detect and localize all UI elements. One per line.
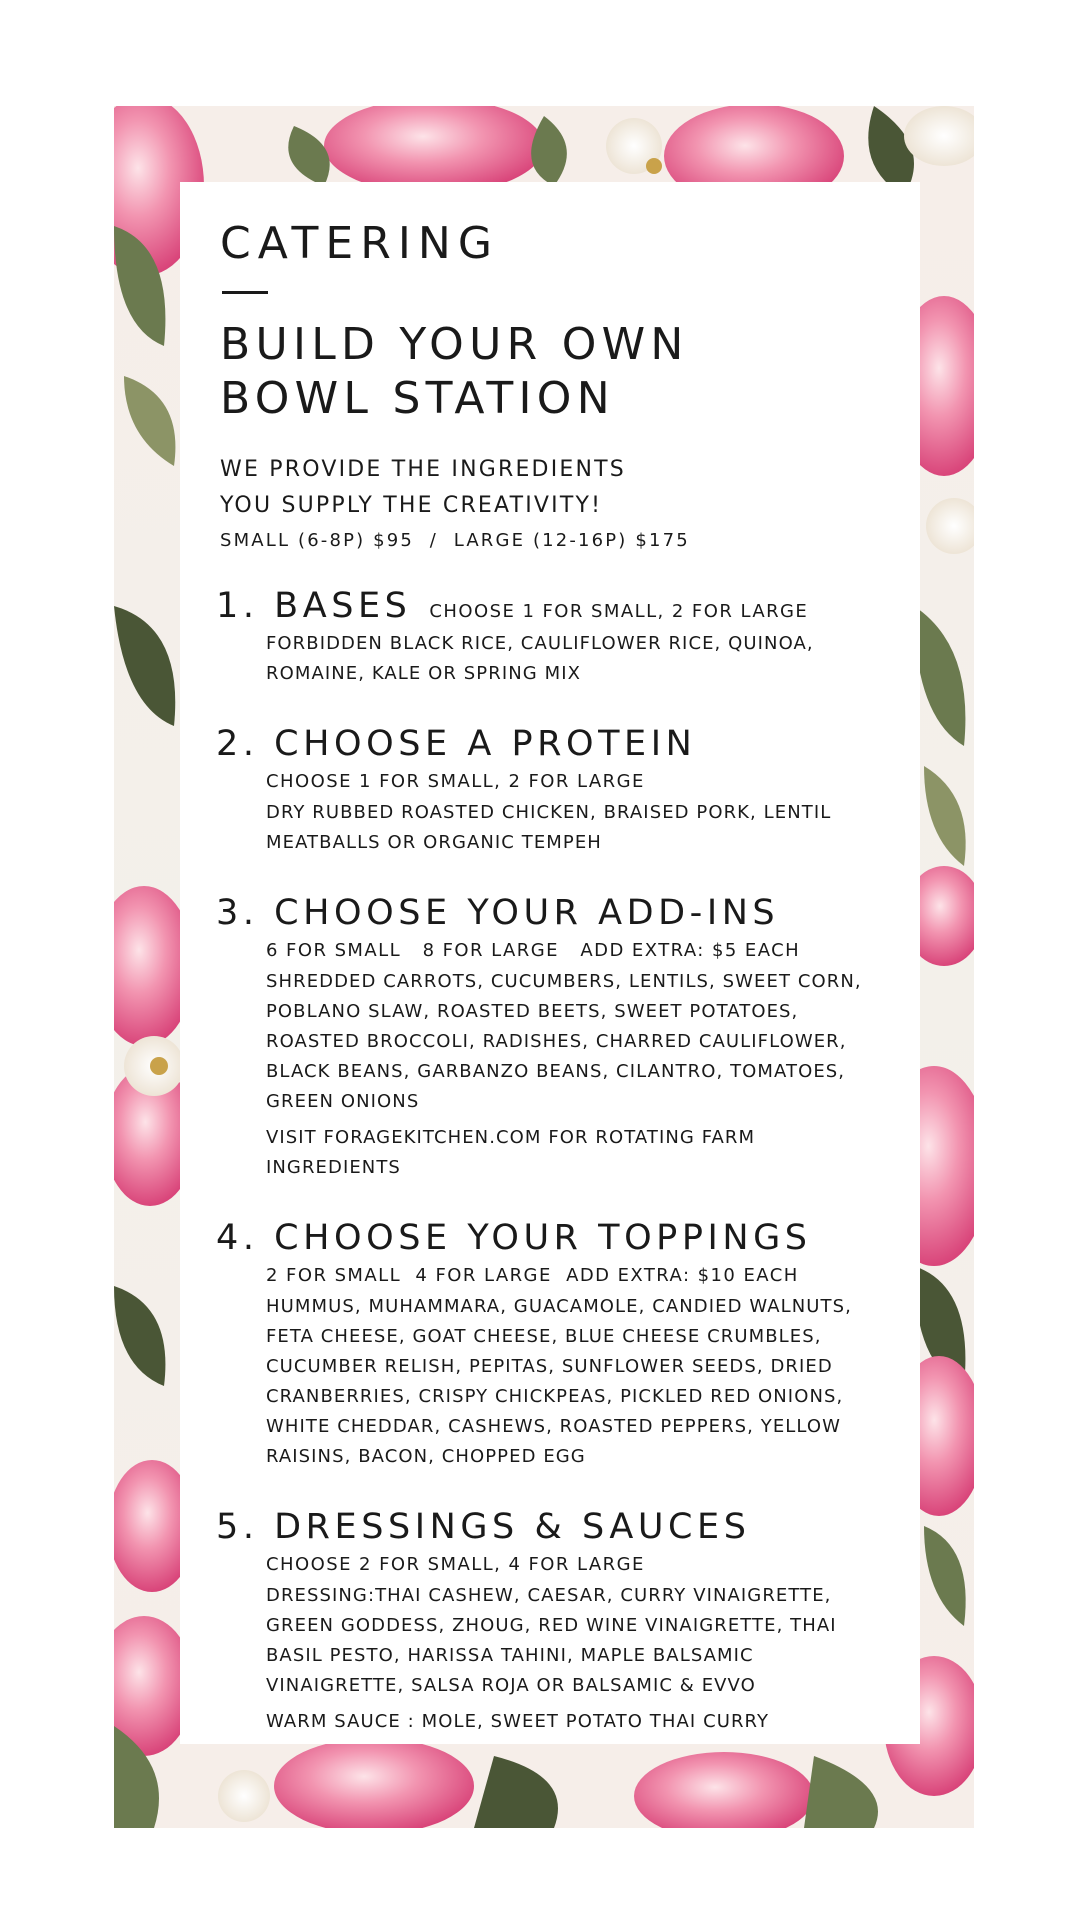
section-items: HUMMUS, MUHAMMARA, GUACAMOLE, CANDIED WALNUTS, FETA CHEESE, GOAT CHEESE, BLUE CHEESE CRUMBLES, CUCUMBER RELISH, PEPITAS, SUNFLOWER SEEDS, DRIED CRANBERRIES, CRISPY CHICKPEAS, PICKLED RED ONIONS, WHITE CHEDDAR, CASHEWS, ROASTED PEPPERS, YELLOW RAISINS, BACON, CHOPPED EGG: [266, 1295, 852, 1467]
section-extra: VISIT FORAGEKITCHEN.COM FOR ROTATING FARM INGREDIENTS: [266, 1126, 756, 1178]
section-title: 5. DRESSINGS & SAUCES: [216, 1506, 751, 1547]
title-divider: [222, 291, 268, 294]
menu-card: [180, 182, 920, 1744]
section-body: [266, 771, 884, 858]
section-note: CHOOSE 2 FOR SMALL, 4 FOR LARGE: [266, 1553, 645, 1575]
section-body: [266, 940, 884, 1183]
section-body: [266, 1265, 884, 1472]
section-items: DRY RUBBED ROASTED CHICKEN, BRAISED PORK, LENTIL MEATBALLS OR ORGANIC TEMPEH: [266, 801, 832, 853]
section-header: [216, 892, 884, 934]
section-body: [266, 629, 884, 689]
section-add-ins: [216, 892, 884, 1183]
section-header: [216, 585, 884, 627]
pricing-line: SMALL (6-8P) $95 / LARGE (12-16P) $175: [220, 529, 690, 551]
intro-text: [220, 452, 884, 524]
section-title: 3. CHOOSE YOUR ADD-INS: [216, 892, 780, 933]
section-protein: [216, 723, 884, 858]
section-title: 2. CHOOSE A PROTEIN: [216, 723, 697, 764]
section-extra: WARM SAUCE : MOLE, SWEET POTATO THAI CURRY: [266, 1710, 770, 1732]
page-title: [220, 318, 884, 426]
section-body: [266, 1554, 884, 1737]
section-note: 6 FOR SMALL 8 FOR LARGE ADD EXTRA: $5 EACH: [266, 939, 801, 961]
section-items: FORBIDDEN BLACK RICE, CAULIFLOWER RICE, QUINOA, ROMAINE, KALE OR SPRING MIX: [266, 632, 814, 684]
title-line-1: BUILD YOUR OWN: [220, 318, 689, 370]
intro-line-2: YOU SUPPLY THE CREATIVITY!: [220, 492, 603, 518]
section-note: 2 FOR SMALL 4 FOR LARGE ADD EXTRA: $10 EACH: [266, 1264, 799, 1286]
title-line-2: BOWL STATION: [220, 372, 615, 424]
section-header: [216, 1506, 884, 1548]
section-items: SHREDDED CARROTS, CUCUMBERS, LENTILS, SWEET CORN, POBLANO SLAW, ROASTED BEETS, SWEET POTATOES, ROASTED BROCCOLI, RADISHES, CHARRED CAULIFLOWER, BLACK BEANS, GARBANZO BEANS, CILANTRO, TOMATOES, GREEN ONIONS: [266, 970, 862, 1112]
section-note: CHOOSE 1 FOR SMALL, 2 FOR LARGE: [429, 600, 809, 622]
section-toppings: [216, 1217, 884, 1472]
intro-line-1: WE PROVIDE THE INGREDIENTS: [220, 456, 626, 482]
section-bases: [216, 585, 884, 689]
section-dressings: [216, 1506, 884, 1737]
section-note: CHOOSE 1 FOR SMALL, 2 FOR LARGE: [266, 770, 645, 792]
section-title: 4. CHOOSE YOUR TOPPINGS: [216, 1217, 812, 1258]
section-title: 1. BASES: [216, 585, 412, 626]
catering-heading: CATERING: [220, 218, 499, 269]
section-header: [216, 1217, 884, 1259]
section-header: [216, 723, 884, 765]
section-items: DRESSING:THAI CASHEW, CAESAR, CURRY VINAIGRETTE, GREEN GODDESS, ZHOUG, RED WINE VINAIGRETTE, THAI BASIL PESTO, HARISSA TAHINI, MAPLE BALSAMIC VINAIGRETTE, SALSA ROJA OR BALSAMIC & EVVO: [266, 1584, 837, 1696]
